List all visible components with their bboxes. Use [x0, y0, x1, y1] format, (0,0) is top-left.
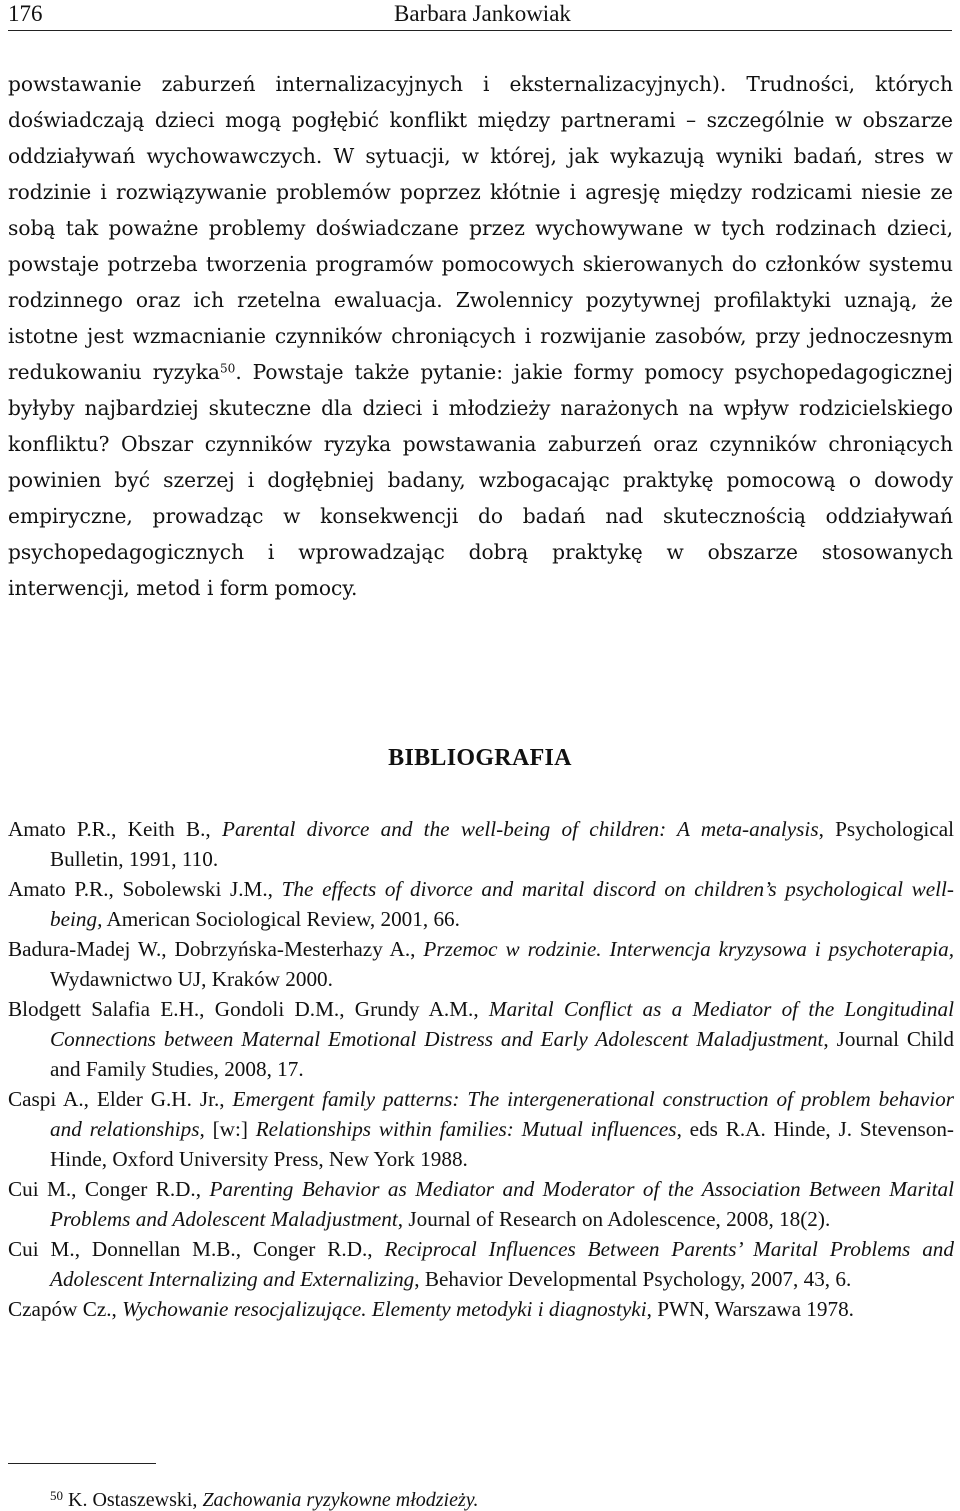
- entry-authors: Amato P.R., Sobolewski J.M.,: [8, 877, 282, 901]
- entry-book-publication: , eds R.A. Hinde, J. Stevenson-Hinde, Oxford University Press, New York 1988.: [50, 1117, 954, 1171]
- entry-title: Parenting Behavior as Mediator and Moderator of the Association Between Marital Problems and Adolescent Maladjustment: [50, 1177, 954, 1231]
- entry-publication: Wydawnictwo UJ, Kraków 2000.: [50, 967, 333, 991]
- entry-authors: Amato P.R., Keith B.,: [8, 817, 222, 841]
- entry-publication: , Journal of Research on Adolescence, 2008, 18(2).: [397, 1207, 831, 1231]
- bibliography-entry: [8, 994, 954, 1084]
- bibliography-entry: [8, 874, 954, 934]
- entry-publication: [w:]: [204, 1117, 256, 1141]
- entry-authors: Czapów Cz.,: [8, 1297, 123, 1321]
- running-header: [8, 0, 952, 31]
- paragraph-text-part-2: . Powstaje także pytanie: jakie formy pomocy psychopedagogicznej byłyby najbardziej skuteczne dla dzieci i młodzieży narażonych na wpływ rodzicielskiego konfliktu? Obszar czynników ryzyka powstawania zaburzeń oraz czynników chroniących powinien być szerzej i dogłębniej badany, wzbogacając praktykę pomocową o dowody empiryczne, prowadząc w konsekwencji do badań nad skutecznością oddziaływań psychopedagogicznych i wprowadzając dobrą praktykę w obszarze stosowanych interwencji, metod i form pomocy.: [8, 360, 953, 600]
- footnote-number: 50: [50, 1488, 63, 1503]
- entry-title: Emergent family patterns: The intergenerational construction of problem behavior and relationships,: [50, 1087, 954, 1141]
- body-paragraph: [8, 66, 953, 606]
- bibliography-entry: [8, 1234, 954, 1294]
- entry-authors: Cui M., Conger R.D.,: [8, 1177, 210, 1201]
- entry-authors: Blodgett Salafia E.H., Gondoli D.M., Grundy A.M.,: [8, 997, 489, 1021]
- entry-title: Marital Conflict as a Mediator of the Longitudinal Connections between Maternal Emotional Distress and Early Adolescent Maladjustment: [50, 997, 954, 1051]
- entry-publication: , Journal Child and Family Studies, 2008, 17.: [50, 1027, 954, 1081]
- entry-authors: Badura-Madej W., Dobrzyńska-Mesterhazy A.,: [8, 937, 424, 961]
- page-number: 176: [8, 1, 43, 26]
- bibliography-entry: [8, 1084, 954, 1174]
- entry-publication: , PWN, Warszawa 1978.: [646, 1297, 854, 1321]
- entry-publication: American Sociological Review, 2001, 66.: [102, 907, 460, 931]
- bibliography-entry: [8, 814, 954, 874]
- running-head-author: Barbara Jankowiak: [394, 1, 571, 26]
- footnote-author: K. Ostaszewski,: [68, 1489, 203, 1511]
- bibliography-entry: [8, 1174, 954, 1234]
- entry-title: Przemoc w rodzinie. Interwencja kryzysowa i psychoterapia,: [423, 937, 954, 961]
- footnote-separator: [8, 1463, 156, 1464]
- entry-title: Wychowanie resocjalizujące. Elementy metodyki i diagnostyki: [122, 1297, 647, 1321]
- entry-title: The effects of divorce and marital discord on children’s psychological well-being,: [50, 877, 954, 931]
- entry-book-title: Relationships within families: Mutual influences: [255, 1117, 677, 1141]
- entry-title: Parental divorce and the well-being of children: A meta-analysis: [222, 817, 819, 841]
- entry-publication: , Psychological Bulletin, 1991, 110.: [50, 817, 955, 871]
- footnote: [50, 1485, 479, 1511]
- entry-authors: Caspi A., Elder G.H. Jr.,: [8, 1087, 233, 1111]
- footnote-title: Zachowania ryzykowne młodzieży.: [202, 1489, 479, 1511]
- bibliography-entry: [8, 934, 954, 994]
- entry-title: Reciprocal Influences Between Parents’ Marital Problems and Adolescent Internalizing and Externalizing: [50, 1237, 954, 1291]
- paragraph-text-part-1: powstawanie zaburzeń internalizacyjnych i eksternalizacyjnych). Trudności, których doświadczają dzieci mogą pogłębić konflikt między partnerami – szczególnie w obszarze oddziaływań wychowawczych. W sytuacji, w której, jak wykazują wyniki badań, stres w rodzinie i rozwiązywanie problemów poprzez kłótnie i agresję między rodzicami niesie ze sobą tak poważne problemy doświadczane przez wychowywane w tych rodzinach dzieci, powstaje potrzeba tworzenia programów pomocowych skierowanych do członków systemu rodzinnego oraz ich rzetelna ewaluacja. Zwolennicy pozytywnej profilaktyki uznają, że istotne jest wzmacnianie czynników chroniących i rozwijanie zasobów, przy jednoczesnym redukowaniu ryzyka: [8, 72, 953, 384]
- entry-authors: Cui M., Donnellan M.B., Conger R.D.,: [8, 1237, 385, 1261]
- bibliography-heading: BIBLIOGRAFIA: [388, 745, 572, 771]
- bibliography-entry: [8, 1294, 954, 1324]
- entry-publication: , Behavior Developmental Psychology, 2007, 43, 6.: [414, 1267, 852, 1291]
- footnote-reference[interactable]: 50: [219, 361, 236, 376]
- bibliography-list: [8, 814, 954, 1324]
